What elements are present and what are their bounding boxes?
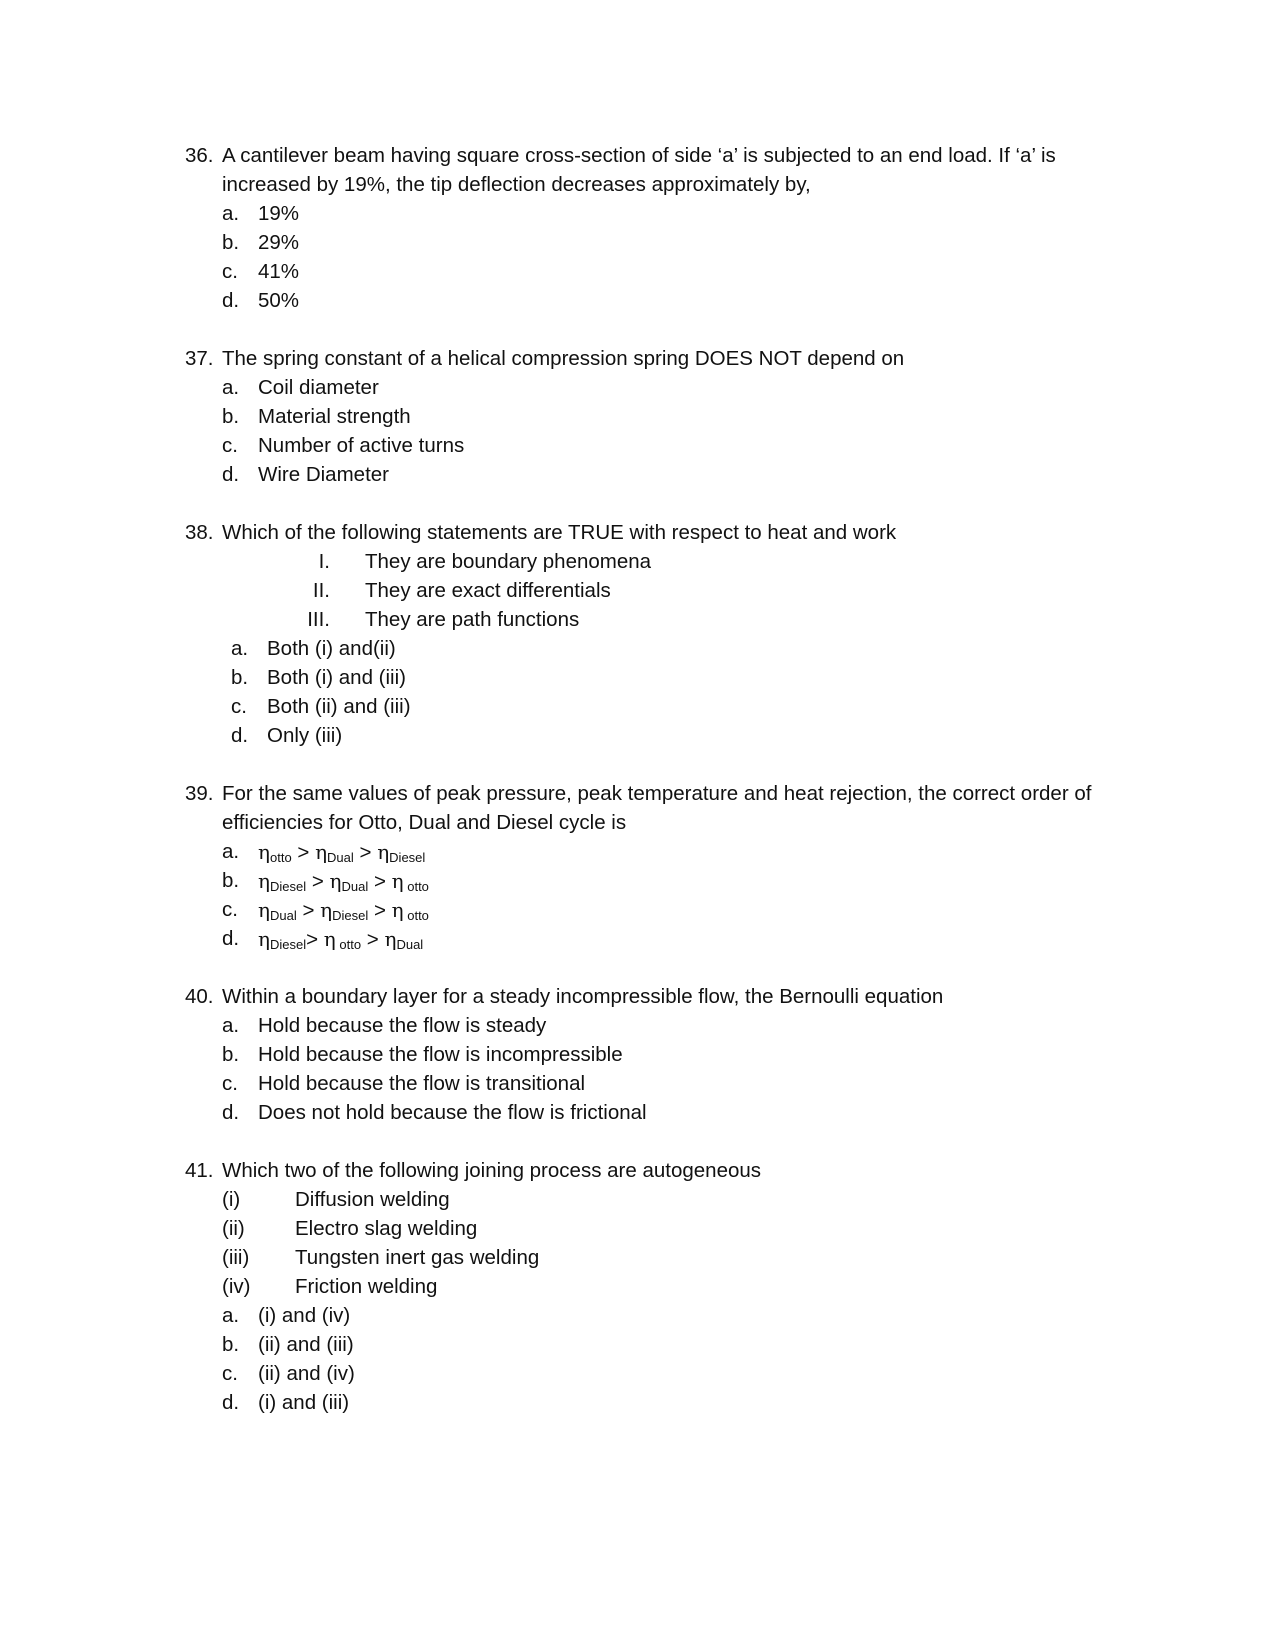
option-letter: c.	[222, 1072, 238, 1095]
question-number: 38.	[185, 521, 214, 544]
option-text: Material strength	[258, 405, 411, 428]
subscript: Diesel	[269, 879, 307, 894]
option-letter: b.	[222, 1043, 240, 1066]
greater-than: >	[306, 928, 319, 951]
option-letter: a.	[222, 376, 240, 399]
greater-than: >	[366, 928, 379, 951]
eta-symbol: η	[391, 869, 404, 893]
greater-than: >	[373, 870, 386, 893]
subscript: otto	[269, 850, 292, 865]
roman-numeral: III.	[307, 608, 330, 631]
option-letter: b.	[231, 666, 249, 689]
question-text: Which of the following statements are TRUE with respect to heat and work	[222, 521, 897, 544]
question-text: Within a boundary layer for a steady incompressible flow, the Bernoulli equation	[222, 985, 944, 1008]
eta-symbol: η	[391, 898, 404, 922]
option-text: Hold because the flow is transitional	[258, 1072, 586, 1095]
option-letter: b.	[222, 869, 240, 892]
roman-numeral: (i)	[222, 1188, 241, 1211]
question-text: For the same values of peak pressure, peak temperature and heat rejection, the correct order of	[222, 782, 1092, 805]
greater-than: >	[297, 841, 310, 864]
roman-numeral: (iv)	[222, 1275, 251, 1298]
eta-symbol: η	[320, 898, 333, 922]
option-text: Coil diameter	[258, 376, 379, 399]
greater-than: >	[373, 899, 386, 922]
option-letter: c.	[222, 898, 238, 921]
option-letter: a.	[222, 840, 240, 863]
option-letter: d.	[222, 289, 240, 312]
question-number: 37.	[185, 347, 214, 370]
subscript: Diesel	[389, 850, 426, 865]
option-letter: b.	[222, 405, 240, 428]
greater-than: >	[311, 870, 324, 893]
option-letter: c.	[222, 260, 238, 283]
eta-symbol: η	[315, 840, 328, 864]
eta-symbol: η	[323, 927, 336, 951]
option-text: Number of active turns	[258, 434, 465, 457]
roman-numeral: (iii)	[222, 1246, 250, 1269]
eta-symbol: η	[329, 869, 342, 893]
option-text: 19%	[258, 202, 300, 225]
subscript: otto	[403, 908, 429, 923]
option-text: (ii) and (iii)	[258, 1333, 354, 1356]
option-letter: d.	[222, 463, 240, 486]
statement-text: They are boundary phenomena	[365, 550, 652, 573]
greater-than: >	[359, 841, 372, 864]
option-text: Wire Diameter	[258, 463, 389, 486]
efficiency-expression	[258, 925, 423, 959]
eta-symbol: η	[258, 927, 270, 951]
eta-symbol: η	[258, 869, 270, 893]
statement-text: Tungsten inert gas welding	[295, 1246, 540, 1269]
eta-symbol: η	[377, 840, 390, 864]
option-letter: c.	[222, 1362, 238, 1385]
option-letter: a.	[222, 1304, 240, 1327]
option-letter: c.	[231, 695, 247, 718]
option-letter: d.	[222, 927, 240, 950]
question-text-continued: efficiencies for Otto, Dual and Diesel cycle is	[222, 811, 627, 834]
option-text: Hold because the flow is incompressible	[258, 1043, 623, 1066]
question-number: 36.	[185, 144, 214, 167]
option-text: Both (i) and(ii)	[267, 637, 396, 660]
question-number: 41.	[185, 1159, 214, 1182]
eta-symbol: η	[258, 840, 270, 864]
question-text: A cantilever beam having square cross-section of side ‘a’ is subjected to an end load. If ‘a’ is	[222, 144, 1056, 167]
subscript: Dual	[269, 908, 297, 923]
option-text: 29%	[258, 231, 300, 254]
option-letter: d.	[222, 1391, 240, 1414]
statement-text: They are exact differentials	[365, 579, 611, 602]
option-text: Both (ii) and (iii)	[267, 695, 411, 718]
option-letter: b.	[222, 231, 240, 254]
subscript: Dual	[327, 850, 354, 865]
option-letter: d.	[222, 1101, 240, 1124]
statement-text: They are path functions	[365, 608, 580, 631]
option-letter: c.	[222, 434, 238, 457]
subscript: otto	[335, 937, 362, 952]
option-letter: d.	[231, 724, 249, 747]
question-text: The spring constant of a helical compression spring DOES NOT depend on	[222, 347, 905, 370]
eta-symbol: η	[258, 898, 270, 922]
option-letter: a.	[222, 1014, 240, 1037]
option-text: Only (iii)	[267, 724, 343, 747]
question-text: Which two of the following joining process are autogeneous	[222, 1159, 762, 1182]
option-text: (ii) and (iv)	[258, 1362, 355, 1385]
option-text: (i) and (iii)	[258, 1391, 350, 1414]
subscript: Dual	[396, 937, 424, 952]
option-letter: a.	[231, 637, 249, 660]
eta-symbol: η	[384, 927, 397, 951]
option-text: (i) and (iv)	[258, 1304, 351, 1327]
subscript: otto	[403, 879, 429, 894]
statement-text: Diffusion welding	[295, 1188, 450, 1211]
roman-numeral: I.	[318, 550, 330, 573]
subscript: Diesel	[269, 937, 307, 952]
question-number: 40.	[185, 985, 214, 1008]
subscript: Diesel	[332, 908, 369, 923]
statement-text: Electro slag welding	[295, 1217, 478, 1240]
greater-than: >	[302, 899, 315, 922]
option-text: Hold because the flow is steady	[258, 1014, 547, 1037]
question-number: 39.	[185, 782, 214, 805]
option-letter: b.	[222, 1333, 240, 1356]
option-text: Does not hold because the flow is frictional	[258, 1101, 647, 1124]
roman-numeral: II.	[312, 579, 330, 602]
option-text: 41%	[258, 260, 300, 283]
option-text: 50%	[258, 289, 300, 312]
statement-text: Friction welding	[295, 1275, 438, 1298]
subscript: Dual	[341, 879, 369, 894]
option-text: Both (i) and (iii)	[267, 666, 406, 689]
option-letter: a.	[222, 202, 240, 225]
question-text-continued: increased by 19%, the tip deflection decreases approximately by,	[222, 173, 811, 196]
roman-numeral: (ii)	[222, 1217, 245, 1240]
